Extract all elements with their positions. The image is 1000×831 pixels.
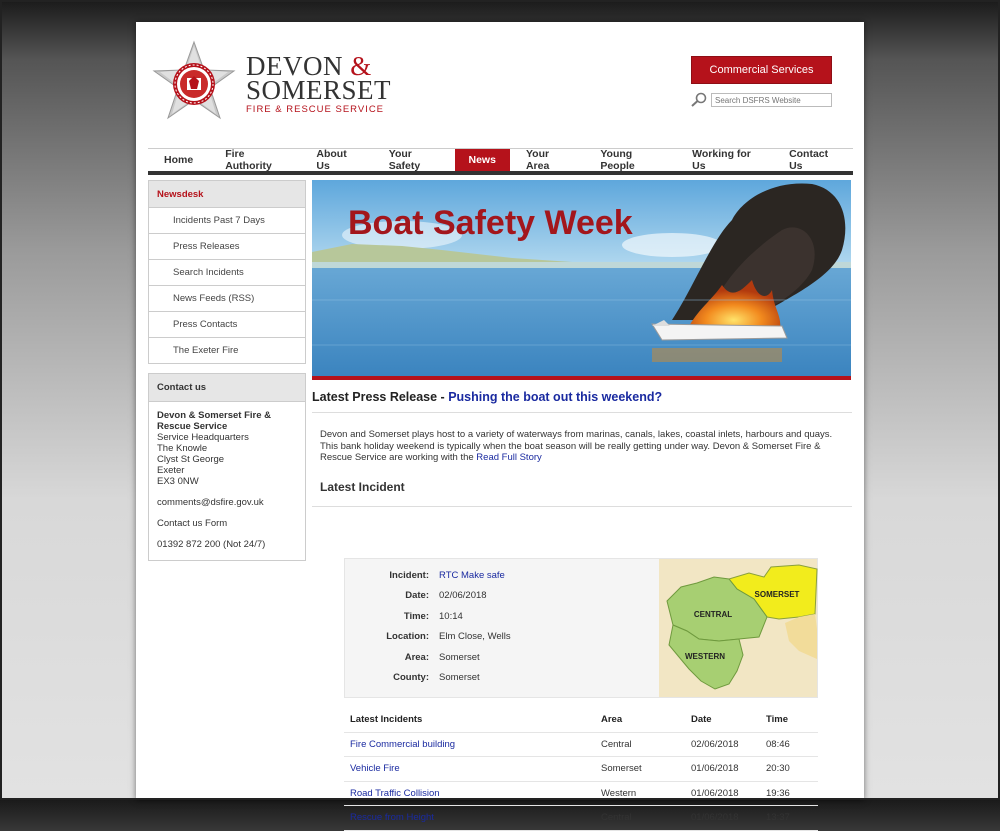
location-label: Location: (386, 631, 429, 643)
incident-time: 08:46 (766, 738, 790, 750)
banner-title: Boat Safety Week (348, 204, 633, 242)
main-nav (148, 148, 853, 175)
search-input[interactable] (711, 93, 832, 107)
incident-date: 01/06/2018 (691, 787, 739, 799)
press-release-summary: Devon and Somerset plays host to a variety of waterways from marinas, canals, lakes, coastal inlets, harbours and quays. This bank holiday weekend is typically when the boat season will be really getting under way. Devon & Somerset Fire & Rescue Service are working with the Read Full Story (320, 429, 833, 463)
incident-date: 02/06/2018 (691, 738, 739, 750)
table-row (344, 733, 818, 758)
area-value: Somerset (439, 651, 480, 663)
incident-label: Incident: (389, 569, 429, 581)
date-value: 02/06/2018 (439, 590, 487, 602)
contact-address-line: Service Headquarters (157, 432, 249, 443)
contact-heading: Contact us (149, 374, 305, 402)
location-value: Elm Close, Wells (439, 631, 511, 643)
latest-incident-card (344, 558, 818, 698)
incident-area: Somerset (601, 763, 642, 775)
nav-about-us[interactable]: About Us (316, 148, 347, 172)
nav-fire-authority[interactable]: Fire Authority (225, 148, 272, 172)
incident-area: Western (601, 787, 637, 799)
nav-working-for-us[interactable]: Working for Us (692, 148, 751, 172)
incident-link[interactable]: Road Traffic Collision (350, 787, 440, 799)
sidebar-item-press-contacts[interactable]: Press Contacts (149, 312, 305, 338)
map-label-central: CENTRAL (693, 610, 733, 619)
map-label-somerset: SOMERSET (754, 590, 800, 599)
col-header-time: Time (766, 714, 789, 726)
col-header-area: Area (601, 714, 623, 726)
contact-phone: 01392 872 200 (Not 24/7) (157, 539, 266, 550)
incident-link[interactable]: Vehicle Fire (350, 763, 400, 775)
brand-subtitle: FIRE & RESCUE SERVICE (246, 103, 385, 115)
sidebar-newsdesk-heading[interactable]: Newsdesk (148, 180, 306, 208)
contact-org: Devon & Somerset Fire & Rescue Service (157, 410, 272, 432)
table-header-row (344, 708, 818, 733)
sidebar-menu (148, 208, 306, 364)
nav-contact-us[interactable]: Contact Us (789, 148, 829, 172)
main-content (312, 390, 852, 824)
incident-time: 20:30 (766, 763, 790, 775)
contact-email-link[interactable]: comments@dsfire.gov.uk (157, 497, 264, 508)
press-release-headline-link[interactable]: Pushing the boat out this weekend? (448, 390, 663, 404)
brand-name-bottom: SOMERSET (246, 74, 392, 105)
table-row (344, 806, 818, 831)
map-label-western: WESTERN (685, 652, 725, 661)
date-label: Date: (405, 590, 429, 602)
nav-your-area[interactable]: Your Area (525, 148, 550, 172)
latest-incident-heading: Latest Incident (312, 464, 852, 507)
page (136, 22, 864, 824)
contact-address-line: Clyst St George (157, 454, 225, 465)
site-logo[interactable] (150, 40, 391, 128)
col-header-date: Date (691, 714, 712, 726)
site-search (690, 92, 832, 108)
fire-service-crest-icon (150, 40, 238, 128)
sidebar (148, 180, 306, 561)
sidebar-item-search-incidents[interactable]: Search Incidents (149, 260, 305, 286)
boat-safety-banner[interactable] (312, 180, 851, 380)
col-header-incident: Latest Incidents (350, 714, 423, 726)
nav-home[interactable]: Home (164, 154, 194, 166)
contact-address-line: The Knowle (157, 443, 208, 454)
incident-link[interactable]: Rescue from Height (350, 812, 434, 824)
sidebar-item-press-releases[interactable]: Press Releases (149, 234, 305, 260)
nav-young-people[interactable]: Young People (600, 148, 635, 172)
incident-link[interactable]: Fire Commercial building (350, 738, 456, 750)
latest-incidents-table (344, 708, 818, 831)
time-value: 10:14 (439, 610, 463, 622)
contact-box (148, 373, 306, 561)
sidebar-item-exeter-fire[interactable]: The Exeter Fire (149, 338, 305, 364)
incident-date: 01/06/2018 (691, 812, 739, 824)
press-release-heading: Latest Press Release - Pushing the boat out this weekend? (312, 390, 852, 413)
incident-date: 01/06/2018 (691, 763, 739, 775)
contact-address-line: Exeter (157, 465, 185, 476)
nav-news[interactable]: News (455, 149, 510, 171)
commercial-services-button[interactable]: Commercial Services (691, 56, 832, 84)
sidebar-item-incidents-past-7-days[interactable]: Incidents Past 7 Days (149, 208, 305, 234)
sidebar-item-news-feeds[interactable]: News Feeds (RSS) (149, 286, 305, 312)
read-full-story-link[interactable]: Read Full Story (476, 452, 542, 463)
incident-time: 13:37 (766, 812, 790, 824)
brand-name-top: DEVON & (246, 50, 372, 81)
table-row (344, 757, 818, 782)
county-value: Somerset (439, 672, 480, 684)
incident-value-link[interactable]: RTC Make safe (439, 569, 505, 581)
area-map (659, 559, 817, 697)
nav-your-safety[interactable]: Your Safety (388, 148, 421, 172)
table-row (344, 782, 818, 807)
contact-postcode: EX3 0NW (157, 476, 199, 487)
incident-area: Central (601, 812, 632, 824)
area-label: Area: (404, 651, 429, 663)
incident-area: Central (601, 738, 632, 750)
incident-time: 19:36 (766, 787, 790, 799)
contact-form-link[interactable]: Contact us Form (157, 518, 228, 529)
time-label: Time: (403, 610, 429, 622)
search-icon[interactable] (690, 92, 708, 108)
county-label: County: (393, 672, 429, 684)
